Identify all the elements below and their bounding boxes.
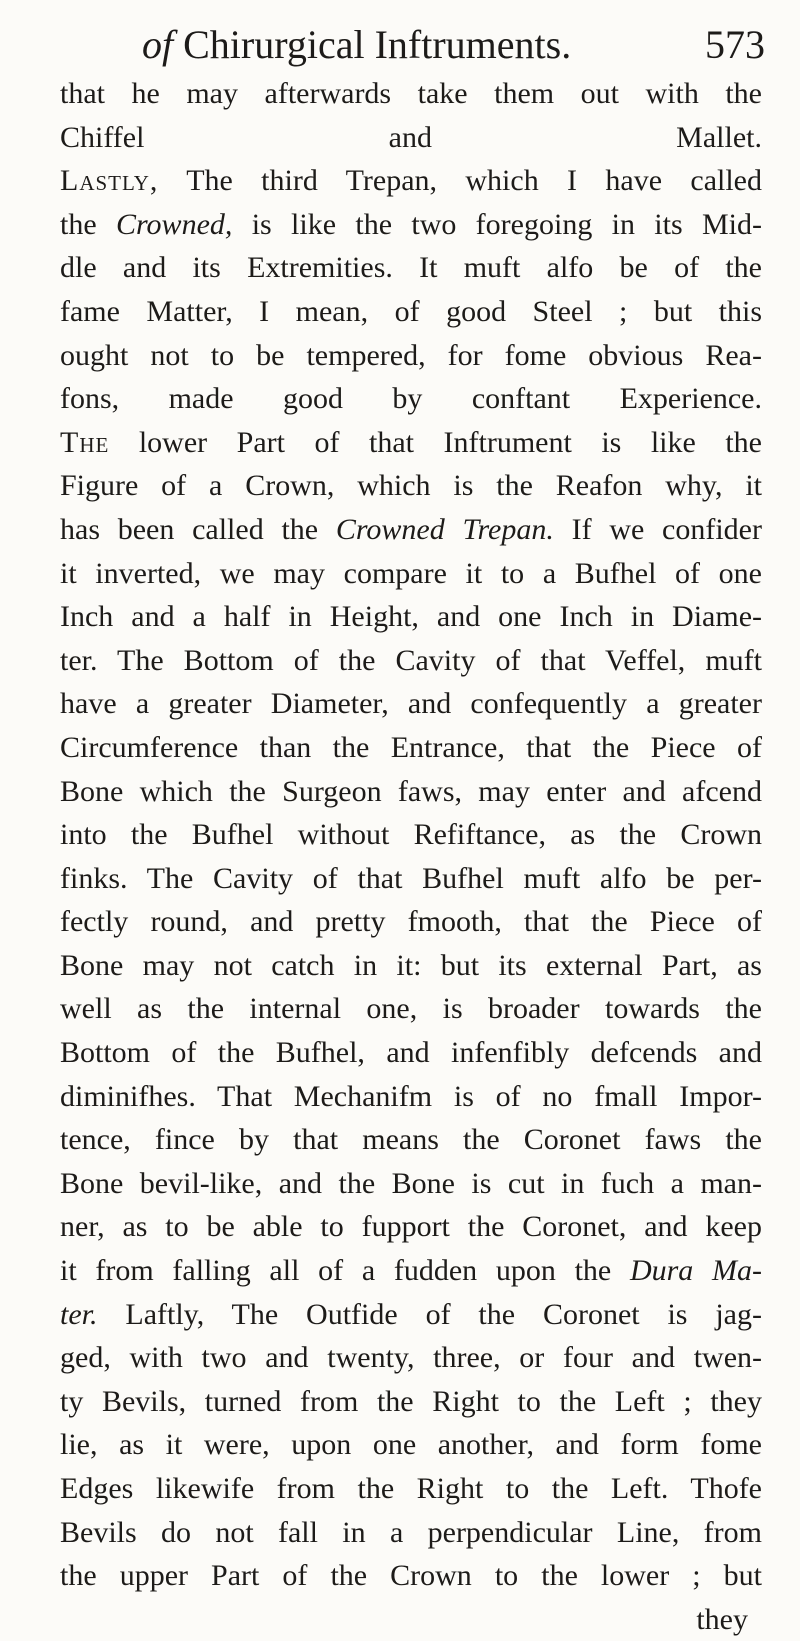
text-segment: Figure of a Crown, which is the Reafon why, it (60, 469, 762, 503)
text-segment: Dura Ma- (629, 1254, 763, 1288)
text-line (60, 1205, 762, 1249)
text-segment: Edges likewife from the Right to the Left. Thofe (60, 1472, 762, 1505)
text-line (60, 1075, 762, 1119)
text-segment: Crowned, (115, 207, 233, 241)
text-line (60, 1249, 762, 1293)
text-line (60, 72, 762, 116)
text-segment: has been called the (60, 512, 336, 546)
text-line (60, 246, 762, 290)
text-segment: have a greater Diameter, and confequently a greater (60, 687, 762, 721)
text-line (60, 770, 762, 814)
text-segment: the (60, 207, 116, 241)
text-line (60, 552, 762, 596)
text-line (60, 1598, 762, 1641)
text-segment: tence, fince by that means the Coronet faws the (60, 1123, 762, 1157)
text-segment: Bone bevil-like, and the Bone is cut in fuch a man- (60, 1166, 762, 1200)
text-line (60, 116, 762, 160)
text-segment: into the Bufhel without Refiftance, as the Crown (60, 818, 762, 852)
text-line (60, 377, 762, 421)
text-line (60, 1554, 762, 1598)
text-segment: lie, as it were, upon one another, and form fome (60, 1428, 762, 1462)
text-segment: Laftly, The Outfide of the Coronet is jag- (97, 1297, 762, 1331)
text-line (60, 857, 762, 901)
text-segment: Inch and a half in Height, and one Inch in Diame- (60, 600, 762, 634)
text-segment: that he may afterwards take them out with the (60, 77, 762, 110)
text-line (60, 726, 762, 770)
text-segment: they (696, 1602, 748, 1636)
text-segment: Lastly, (60, 164, 159, 198)
text-line (60, 1467, 762, 1511)
running-head-of: of (142, 22, 174, 67)
text-line (60, 682, 762, 726)
text-line (60, 813, 762, 857)
text-line (60, 595, 762, 639)
text-line (60, 203, 762, 247)
page-header (60, 18, 765, 72)
text-segment: it inverted, we may compare it to a Bufhel of one (60, 556, 762, 590)
text-segment: well as the internal one, is broader towards the (60, 992, 762, 1026)
text-line (60, 987, 762, 1031)
text-segment: If we confider (553, 512, 762, 546)
text-segment: diminifhes. That Mechanifm is of no fmall Impor- (60, 1079, 762, 1113)
text-segment: lower Part of that Inftrument is like the (109, 425, 762, 459)
text-segment: ter. The Bottom of the Cavity of that Veffel, muft (60, 643, 762, 677)
text-line (60, 900, 762, 944)
text-segment: is like the two foregoing in its Mid- (232, 207, 762, 241)
running-head (142, 18, 571, 72)
text-line (60, 464, 762, 508)
text-line (60, 1423, 762, 1467)
text-segment: Chiffel and Mallet. (60, 120, 762, 154)
text-segment: ter. (60, 1297, 98, 1331)
text-segment: fame Matter, I mean, of good Steel ; but this (60, 294, 762, 328)
text-segment: finks. The Cavity of that Bufhel muft alfo be per- (60, 861, 762, 895)
text-segment: Bone may not catch in it: but its external Part, as (60, 948, 762, 982)
text-segment: ner, as to be able to fupport the Coronet, and keep (60, 1210, 762, 1244)
text-segment: Bone which the Surgeon faws, may enter and afcend (60, 774, 762, 808)
body-text (60, 72, 762, 1641)
text-line (60, 159, 762, 203)
text-line (60, 1293, 762, 1337)
text-segment: Bevils do not fall in a perpendicular Line, from (60, 1515, 762, 1549)
text-segment: The (60, 425, 110, 459)
text-segment: Bottom of the Bufhel, and infenfibly defcends and (60, 1036, 762, 1070)
text-line (60, 421, 762, 465)
text-segment: fons, made good by conftant Experience. (60, 382, 762, 416)
text-segment: fectly round, and pretty fmooth, that the Piece of (60, 905, 762, 939)
running-head-title: Chirurgical Inftruments. (183, 22, 572, 67)
text-line (60, 290, 762, 334)
text-segment: dle and its Extremities. It muft alfo be of the (60, 251, 762, 285)
text-line (60, 639, 762, 683)
page-number: 573 (705, 22, 765, 67)
text-segment: Crowned Trepan. (335, 512, 554, 546)
text-line (60, 1511, 762, 1555)
text-line (60, 1336, 762, 1380)
text-line (60, 944, 762, 988)
text-line (60, 1031, 762, 1075)
text-segment: ged, with two and twenty, three, or four and twen- (60, 1341, 762, 1375)
text-segment: the upper Part of the Crown to the lower ; but (60, 1559, 762, 1593)
text-segment: it from falling all of a fudden upon the (60, 1254, 630, 1288)
text-segment: Circumference than the Entrance, that the Piece of (60, 730, 762, 764)
text-segment: ty Bevils, turned from the Right to the Left ; they (60, 1384, 762, 1418)
text-line (60, 1118, 762, 1162)
text-segment: ought not to be tempered, for fome obvious Rea- (60, 338, 762, 372)
text-segment: The third Trepan, which I have called (158, 164, 762, 198)
text-line (60, 508, 762, 552)
text-line (60, 1162, 762, 1206)
text-line (60, 1380, 762, 1424)
text-line (60, 334, 762, 378)
